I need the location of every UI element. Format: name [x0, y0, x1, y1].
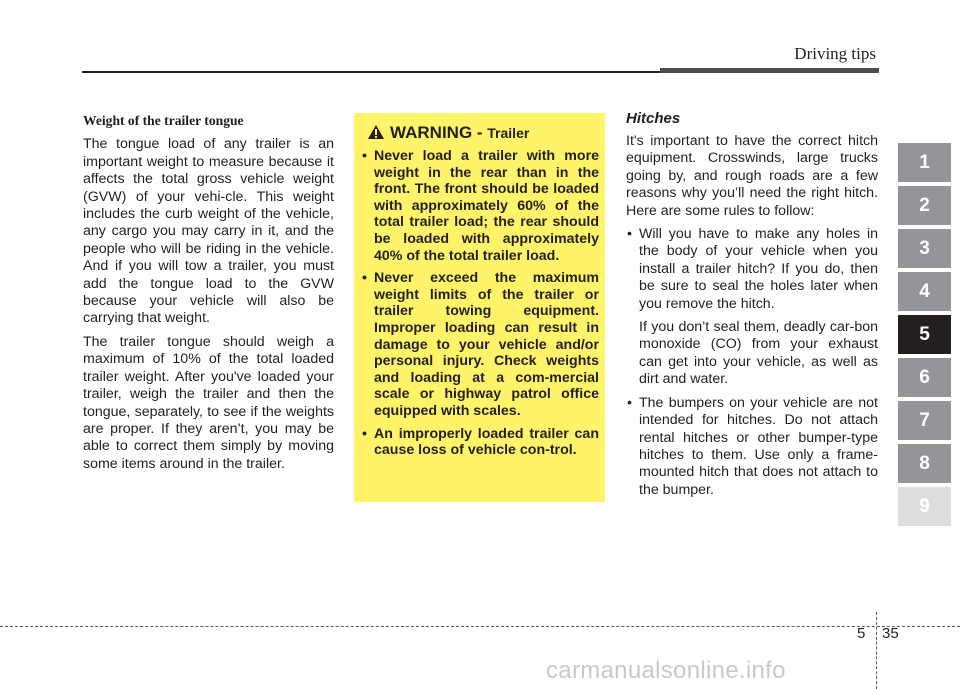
- warning-triangle-icon: [367, 124, 385, 140]
- warning-item: • Never exceed the maximum weight limits of the trailer or trailer towing equipment. Improper loading can result in damage to your vehicle and/or personal injury. Check weights and loading at a com-mercial scale or highway patrol office equipped with scales.: [362, 270, 599, 419]
- tongue-weight-paragraph: The trailer tongue should weigh a maximum of 10% of the total loaded trailer weight. After you've loaded your trailer, weigh the trailer and then the tongue, separately, to see if the weights are proper. If they aren’t, you may be able to correct them simply by moving some items around in the trailer.: [83, 333, 334, 472]
- header-rule: [82, 71, 660, 73]
- watermark-text: carmanualsonline.info: [546, 657, 786, 684]
- page-number: 35: [882, 625, 899, 642]
- trailer-tongue-subheading: Weight of the trailer tongue: [83, 113, 244, 128]
- tongue-load-paragraph: The tongue load of any trailer is an important weight to measure because it affects the total gross vehicle weight (GVW) of your vehi-cle. This weight includes the curb weight of the vehicle, any cargo you may carry in it, and the people who will be riding in the vehicle. And if you will tow a trailer, you must add the tongue load to the GVW because your vehicle will also be carrying that weight.: [83, 136, 334, 327]
- hitch-rules-list: [626, 226, 878, 499]
- chapter-tab[interactable]: 3: [898, 229, 951, 268]
- warning-box: [354, 113, 605, 502]
- chapter-tab[interactable]: 6: [898, 358, 951, 397]
- chapter-tab[interactable]: 8: [898, 444, 951, 483]
- warning-heading: [390, 123, 529, 143]
- header-rule-accent: [660, 68, 879, 73]
- warning-item: • An improperly loaded trailer can cause loss of vehicle con-trol.: [362, 426, 599, 459]
- chapter-tab[interactable]: 7: [898, 401, 951, 440]
- hitch-rule-text: The bumpers on your vehicle are not intended for hitches. Do not attach rental hitches or other bumper-type hitches to them. Use only a frame-mounted hitch that does not attach to the bumper.: [639, 394, 878, 498]
- chapter-tabs: [898, 143, 951, 530]
- warning-topic: Trailer: [487, 125, 530, 141]
- warning-label: WARNING -: [390, 123, 488, 142]
- hitch-rule-text: Will you have to make any holes in the body of your vehicle when you install a trailer hitch? If you do, then be sure to seal the holes later when you remove the hitch.: [639, 226, 878, 312]
- chapter-tab[interactable]: 4: [898, 272, 951, 311]
- warning-list: [362, 148, 599, 465]
- footer-rule: [0, 626, 960, 627]
- hitch-rule-continuation: If you don’t seal them, deadly car-bon monoxide (CO) from your exhaust can get into your vehicle, as well as dirt and water.: [639, 319, 878, 388]
- section-title: Driving tips: [794, 44, 876, 63]
- chapter-tab-active[interactable]: 5: [898, 315, 951, 354]
- right-column: [626, 110, 878, 505]
- chapter-tab[interactable]: 2: [898, 186, 951, 225]
- hitches-intro: It's important to have the correct hitch equipment. Crosswinds, large trucks going by, and rough roads are a few reasons why you’ll need the right hitch. Here are some rules to follow:: [626, 133, 878, 219]
- page-chapter-number: 5: [857, 625, 866, 642]
- page-number-separator: [876, 612, 877, 689]
- left-column: [83, 112, 334, 479]
- chapter-tab[interactable]: 1: [898, 143, 951, 182]
- warning-item: • Never load a trailer with more weight in the rear than in the front. The front should be loaded with approximately 60% of the total trailer load; the rear should be loaded with approximately 40% of the total trailer load.: [362, 148, 599, 264]
- chapter-tab[interactable]: 9: [898, 487, 951, 526]
- hitch-rule-item: [626, 226, 878, 389]
- hitches-heading: Hitches: [626, 110, 681, 127]
- hitch-rule-item: [626, 395, 878, 499]
